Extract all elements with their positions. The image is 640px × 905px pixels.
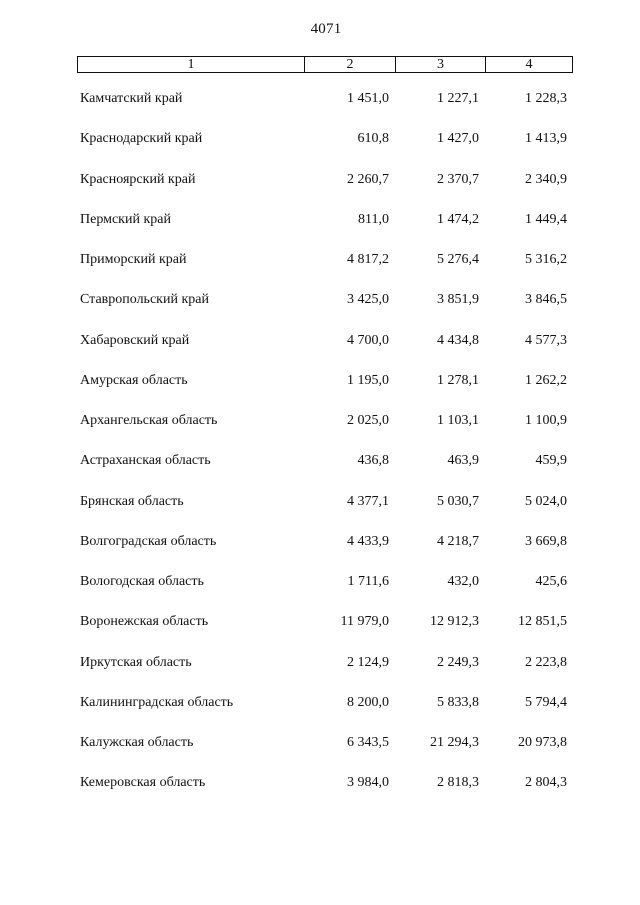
value-col-2: 6 343,5: [347, 735, 389, 750]
value-col-2: 1 451,0: [347, 91, 389, 106]
value-col-4: 1 228,3: [525, 91, 567, 106]
region-name: Красноярский край: [80, 171, 196, 187]
value-col-3: 2 818,3: [437, 775, 479, 791]
table-row: [0, 333, 640, 373]
region-name: Брянская область: [80, 493, 184, 509]
value-col-2: 811,0: [358, 211, 389, 227]
value-col-2: 610,8: [357, 131, 389, 147]
table-body: [0, 91, 640, 816]
value-col-2: 8 200,0: [347, 694, 389, 710]
value-col-4: 1 413,9: [525, 131, 567, 147]
value-col-2: 2 260,7: [347, 171, 389, 187]
table-row: [0, 655, 640, 695]
table-row: [0, 252, 640, 292]
table-row: [0, 172, 640, 212]
table-row: [0, 775, 640, 815]
region-name: Камчатский край: [80, 91, 183, 106]
value-col-2: 3 984,0: [347, 775, 389, 791]
value-col-4: 5 316,2: [525, 252, 567, 267]
region-name: Вологодская область: [80, 574, 204, 589]
value-col-3: 3 851,9: [437, 292, 479, 308]
value-col-2: 1 195,0: [347, 372, 389, 388]
table-row: [0, 131, 640, 171]
table-row: [0, 494, 640, 534]
value-col-3: 432,0: [447, 574, 479, 589]
value-col-4: 2 340,9: [525, 171, 567, 187]
value-col-4: 459,9: [535, 453, 567, 469]
value-col-4: 1 449,4: [525, 211, 567, 227]
value-col-2: 4 377,1: [347, 493, 389, 509]
region-name: Калужская область: [80, 735, 194, 750]
value-col-3: 5 030,7: [437, 493, 479, 509]
value-col-3: 2 249,3: [437, 654, 479, 670]
value-col-2: 436,8: [357, 453, 389, 469]
value-col-3: 463,9: [447, 453, 479, 469]
region-name: Воронежская область: [80, 614, 209, 630]
value-col-4: 12 851,5: [518, 614, 567, 630]
value-col-2: 1 711,6: [347, 574, 389, 589]
value-col-3: 1 278,1: [437, 372, 479, 388]
region-name: Кемеровская область: [80, 775, 206, 791]
region-name: Хабаровский край: [80, 332, 190, 348]
value-col-2: 11 979,0: [340, 614, 389, 630]
region-name: Приморский край: [80, 252, 187, 267]
region-name: Волгоградская область: [80, 533, 217, 549]
table-row: [0, 695, 640, 735]
column-header-2: 2: [305, 57, 396, 72]
value-col-3: 2 370,7: [437, 171, 479, 187]
value-col-3: 1 227,1: [437, 91, 479, 106]
value-col-4: 1 100,9: [525, 413, 567, 428]
value-col-3: 5 276,4: [437, 252, 479, 267]
table-row: [0, 453, 640, 493]
value-col-2: 2 124,9: [347, 654, 389, 670]
value-col-4: 5 794,4: [525, 694, 567, 710]
value-col-4: 2 223,8: [525, 654, 567, 670]
table-row: [0, 534, 640, 574]
value-col-3: 1 103,1: [437, 413, 479, 428]
table-row: [0, 574, 640, 614]
value-col-4: 3 669,8: [525, 533, 567, 549]
region-name: Астраханская область: [80, 453, 211, 469]
value-col-2: 2 025,0: [347, 413, 389, 428]
value-col-4: 4 577,3: [525, 332, 567, 348]
value-col-3: 12 912,3: [430, 614, 479, 630]
region-name: Архангельская область: [80, 413, 218, 428]
region-name: Пермский край: [80, 211, 171, 227]
table-row: [0, 735, 640, 775]
table-row: [0, 212, 640, 252]
value-col-3: 1 427,0: [437, 131, 479, 147]
region-name: Ставропольский край: [80, 292, 209, 308]
value-col-4: 1 262,2: [525, 372, 567, 388]
table-row: [0, 91, 640, 131]
value-col-2: 4 700,0: [347, 332, 389, 348]
table-row: [0, 373, 640, 413]
value-col-4: 2 804,3: [525, 775, 567, 791]
page-number: 4071: [310, 21, 342, 37]
value-col-3: 4 434,8: [437, 332, 479, 348]
table-row: [0, 413, 640, 453]
value-col-2: 4 817,2: [347, 252, 389, 267]
column-header-3: 3: [396, 57, 486, 72]
value-col-3: 1 474,2: [437, 211, 479, 227]
table-row: [0, 614, 640, 654]
value-col-3: 4 218,7: [437, 533, 479, 549]
value-col-3: 21 294,3: [430, 735, 479, 750]
column-header-4: 4: [525, 57, 533, 72]
value-col-2: 3 425,0: [347, 292, 389, 308]
region-name: Иркутская область: [80, 654, 192, 670]
table-row: [0, 292, 640, 332]
table-header: [77, 56, 573, 73]
column-header-1: 1: [78, 57, 305, 72]
region-name: Амурская область: [80, 372, 188, 388]
region-name: Калининградская область: [80, 694, 234, 710]
value-col-2: 4 433,9: [347, 533, 389, 549]
region-name: Краснодарский край: [80, 131, 203, 147]
value-col-3: 5 833,8: [437, 694, 479, 710]
value-col-4: 20 973,8: [518, 735, 567, 750]
value-col-4: 3 846,5: [525, 292, 567, 308]
value-col-4: 425,6: [535, 574, 567, 589]
value-col-4: 5 024,0: [525, 493, 567, 509]
